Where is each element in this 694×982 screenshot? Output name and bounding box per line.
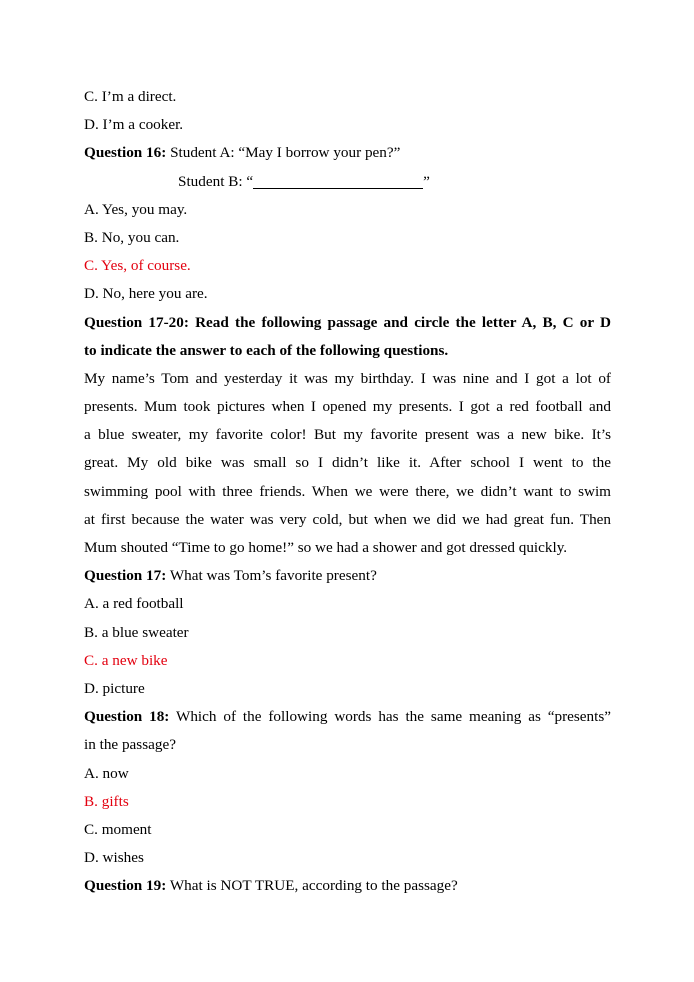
question-18-continued: in the passage?	[84, 736, 176, 754]
passage-line: great. My old bike was small so I didn’t like it. After school I went to the	[84, 454, 611, 472]
instructions-line-2	[84, 337, 611, 365]
option-a: A. now	[84, 764, 129, 782]
option-c-correct-answer: C. Yes, of course.	[84, 257, 191, 275]
option-d: D. wishes	[84, 849, 144, 867]
response-prefix: Student B: “	[178, 172, 254, 190]
option-b: B. No, you can.	[84, 228, 180, 246]
question-label: Question 18:	[84, 708, 170, 726]
question-16	[84, 139, 611, 167]
question-label: Question 16:	[84, 144, 167, 162]
option-c: C. moment	[84, 820, 152, 838]
question-prompt: Student A: “May I borrow your pen?”	[170, 144, 401, 162]
answer-blank	[253, 172, 423, 189]
response-suffix: ”	[423, 172, 430, 190]
instructions-text: to indicate the answer to each of the following questions.	[84, 341, 449, 359]
question-19	[84, 872, 611, 900]
question-18	[84, 703, 611, 731]
instructions-text: Question 17-20: Read the following passage and circle the letter A, B, C or D	[84, 313, 611, 331]
option-line: C. I’m a direct.	[84, 88, 177, 105]
passage-line: at first because the water was very cold, but when we did we had great fun. Then	[84, 510, 611, 528]
question-17	[84, 562, 611, 590]
option-c-correct-answer: C. a new bike	[84, 651, 168, 669]
option-b: B. a blue sweater	[84, 623, 189, 641]
question-label: Question 19:	[84, 877, 167, 895]
passage-line: presents. Mum took pictures when I opened my presents. I got a red football and	[84, 398, 611, 416]
question-prompt: Which of the following words has the same meaning as “presents”	[176, 708, 611, 726]
instructions-line-1	[84, 309, 611, 337]
document-content	[84, 83, 611, 900]
option-b-correct-answer: B. gifts	[84, 792, 129, 810]
question-prompt: What was Tom’s favorite present?	[169, 567, 377, 585]
question-16-response	[84, 168, 611, 196]
passage-line: My name’s Tom and yesterday it was my birthday. I was nine and I got a lot of	[84, 369, 611, 387]
option-line: D. I’m a cooker.	[84, 116, 184, 134]
passage-line: a blue sweater, my favorite color! But my favorite present was a new bike. It’s	[84, 426, 611, 444]
passage-line: Mum shouted “Time to go home!” so we had a shower and got dressed quickly.	[84, 539, 568, 556]
option-d: D. picture	[84, 679, 145, 697]
option-a: A. Yes, you may.	[84, 200, 188, 218]
option-d: D. No, here you are.	[84, 285, 208, 303]
question-label: Question 17:	[84, 567, 167, 585]
passage-line: swimming pool with three friends. When we were there, we didn’t want to swim	[84, 482, 611, 500]
question-prompt: What is NOT TRUE, according to the passage?	[169, 877, 458, 895]
option-a: A. a red football	[84, 595, 184, 613]
